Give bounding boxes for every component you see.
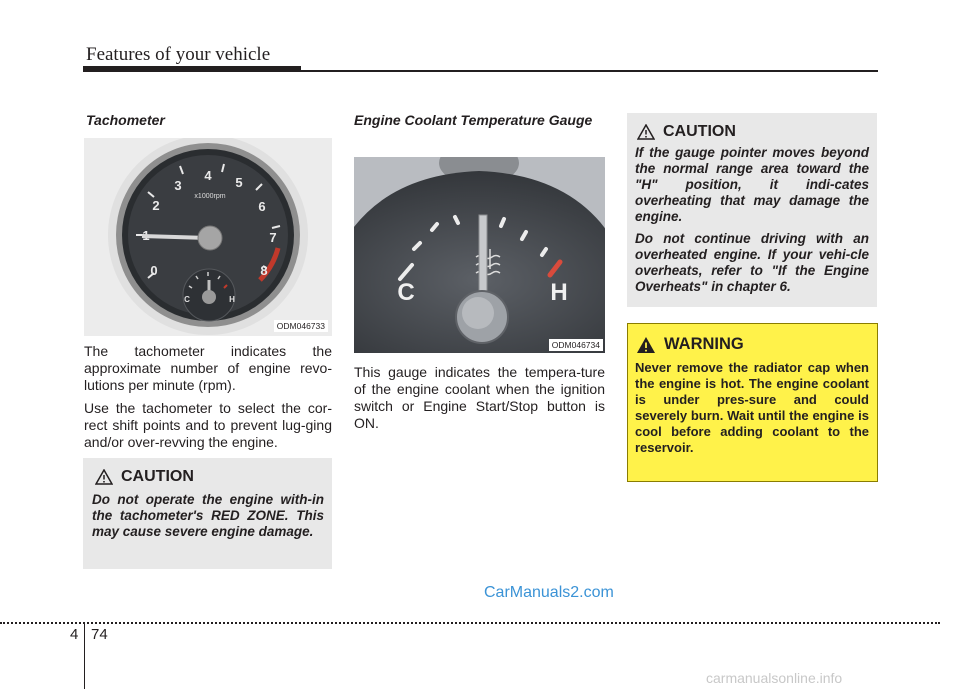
warning-text: Never remove the radiator cap when the engine is hot. The engine coolant is under pres-sure and could severely burn. Wait until the engine is cool before adding coolant to the reservoir. xyxy=(635,360,869,455)
bottom-watermark: carmanualsonline.info xyxy=(706,670,843,686)
watermark-link[interactable]: CarManuals2.com xyxy=(484,584,614,601)
caution-left-title-row xyxy=(95,468,194,486)
dial-number-4: 4 xyxy=(204,168,212,183)
tachometer-figure xyxy=(84,138,332,336)
caution-left-title: CAUTION xyxy=(121,468,194,485)
dial-number-8: 8 xyxy=(260,263,268,278)
warning-box xyxy=(627,323,878,482)
tachometer-paragraph-1: The tachometer indicates the approximate number of engine revo-lutions per minute (rpm). xyxy=(84,343,332,393)
dial-number-6: 6 xyxy=(258,199,266,214)
caution-box-right xyxy=(627,113,877,307)
page-header-title: Features of your vehicle xyxy=(86,44,271,65)
footer-vertical-rule xyxy=(84,622,85,689)
header-thin-rule xyxy=(83,70,878,72)
tachometer-heading: Tachometer xyxy=(86,112,165,128)
caution-triangle-icon xyxy=(95,469,113,485)
caution-right-title-row xyxy=(637,123,736,141)
dial-unit-label: x1000rpm xyxy=(194,193,226,200)
tachometer-illustration xyxy=(84,138,332,336)
coolant-gauge-description: This gauge indicates the tempera-ture of the engine coolant when the ignition switch or Engine Start/Stop button is ON. xyxy=(354,364,605,431)
sub-gauge-c-label: C xyxy=(184,295,190,304)
tachometer-description xyxy=(84,343,332,457)
tachometer-paragraph-2: Use the tachometer to select the cor-rect shift points and to prevent lug-ging and/or over-revving the engine. xyxy=(84,400,332,450)
dial-number-7: 7 xyxy=(269,230,277,245)
coolant-gauge-figure xyxy=(354,157,605,353)
warning-triangle-icon xyxy=(636,336,656,354)
coolant-figure-id: ODM046734 xyxy=(549,339,603,351)
dial-number-5: 5 xyxy=(235,175,243,190)
dial-number-2: 2 xyxy=(152,198,160,213)
coolant-c-label: C xyxy=(397,279,415,306)
chapter-number: 4 xyxy=(70,626,79,643)
coolant-gauge-illustration xyxy=(354,157,605,353)
caution-left-text: Do not operate the engine with-in the tachometer's RED ZONE. This may cause severe engine damage. xyxy=(92,492,324,539)
caution-box-left xyxy=(83,458,332,569)
warning-title: WARNING xyxy=(664,335,744,353)
coolant-h-label: H xyxy=(550,279,568,306)
dial-number-0: 0 xyxy=(150,263,158,278)
caution-triangle-icon xyxy=(637,124,655,140)
footer-dotted-rule xyxy=(0,622,940,624)
tachometer-figure-id: ODM046733 xyxy=(274,320,328,332)
page-number: 74 xyxy=(91,626,108,643)
caution-right-title: CAUTION xyxy=(663,123,736,140)
caution-right-paragraph-1: If the gauge pointer moves beyond the normal range area toward the "H" position, it indi-cates overheating that may damage the engine. xyxy=(635,145,869,224)
warning-title-row xyxy=(636,335,744,354)
coolant-gauge-heading: Engine Coolant Temperature Gauge xyxy=(354,112,593,128)
caution-right-text xyxy=(635,145,869,301)
sub-gauge-h-label: H xyxy=(229,295,235,304)
caution-right-paragraph-2: Do not continue driving with an overheated engine. If your vehi-cle overheats, refer to "If the Engine Overheats" in chapter 6. xyxy=(635,231,869,294)
dial-number-3: 3 xyxy=(174,178,182,193)
